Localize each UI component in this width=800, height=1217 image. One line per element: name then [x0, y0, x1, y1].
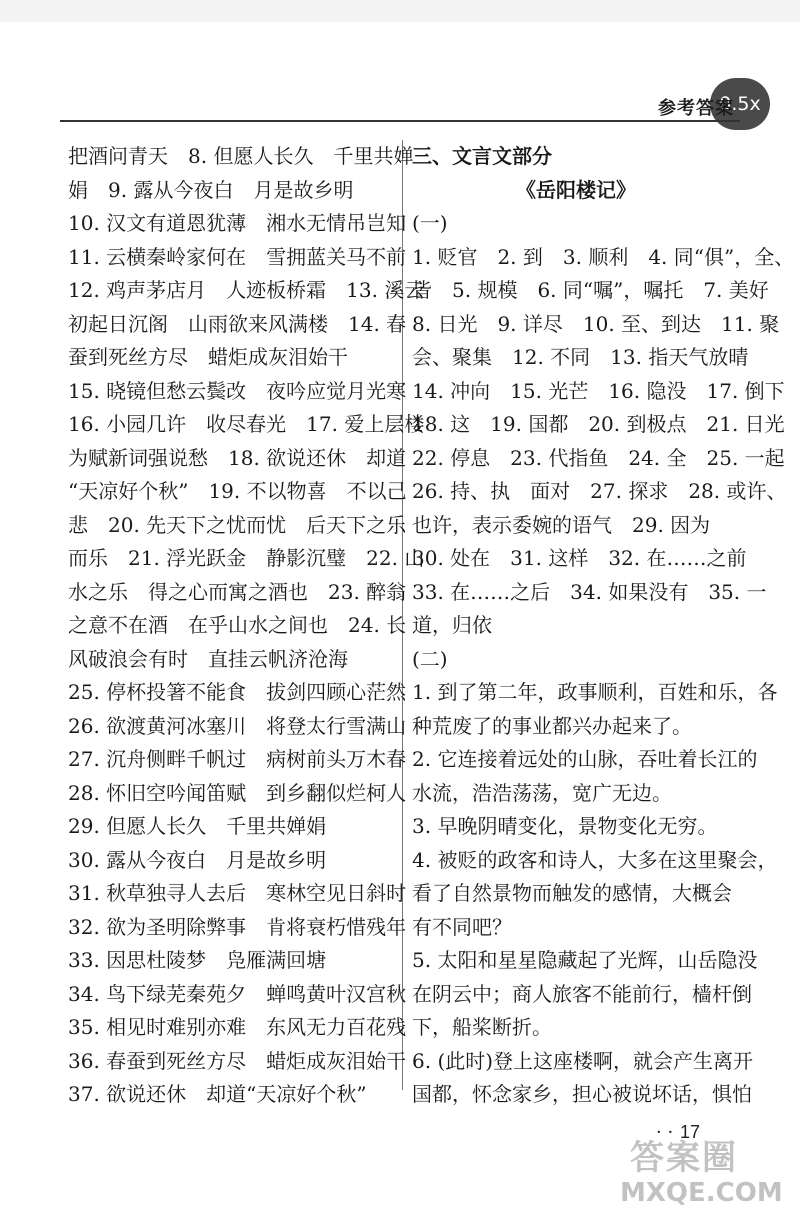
answer-line: 水之乐 得之心而寓之酒也 23. 醉翁 [68, 579, 407, 604]
answer-line: 会、聚集 12. 不同 13. 指天气放晴 [412, 345, 749, 369]
answer-line: 16. 小园几许 收尽春光 17. 爱上层楼 [68, 412, 425, 436]
answer-line: 12. 鸡声茅店月 人迹板桥霜 13. 溪云 [68, 278, 425, 302]
answer-line: 蚕到死丝方尽 蜡炬成灰泪始干 [68, 345, 348, 369]
answer-line: 8. 日光 9. 详尽 10. 至、到达 11. 聚 [412, 311, 780, 336]
left-column [68, 140, 425, 1112]
answer-line: 36. 春蚕到死丝方尽 蜡炬成灰泪始干 [68, 1048, 407, 1073]
answer-line: 18. 这 19. 国都 20. 到极点 21. 日光 [412, 412, 785, 436]
answer-line: 下，船桨断折。 [412, 1015, 552, 1039]
answer-line: 娟 9. 露从今夜白 月是故乡明 [68, 177, 354, 202]
answer-line: 14. 冲向 15. 光芒 16. 隐没 17. 倒下 [412, 378, 785, 403]
answer-line: 2. 它连接着远处的山脉，吞吐着长江的 [412, 747, 758, 771]
answer-line: 悲 20. 先天下之忧而忧 后天下之乐 [68, 512, 407, 537]
article-title: 《岳阳楼记》 [516, 177, 636, 202]
answer-line: 看了自然景物而触发的感情，大概会 [412, 881, 732, 905]
answer-line: 35. 相见时难别亦难 东风无力百花残 [68, 1015, 407, 1039]
right-column [412, 140, 795, 1112]
answer-line: 风破浪会有时 直挂云帆济沧海 [68, 646, 348, 671]
answer-line: 国都，怀念家乡，担心被说坏话，惧怕 [412, 1082, 752, 1106]
answer-line: 1. 贬官 2. 到 3. 顺利 4. 同“俱”，全、 [412, 244, 795, 269]
answer-line: 1. 到了第二年，政事顺利，百姓和乐，各 [412, 680, 778, 704]
answer-line: 22. 停息 23. 代指鱼 24. 全 25. 一起 [412, 445, 785, 470]
answer-line: 26. 欲渡黄河冰塞川 将登太行雪满山 [68, 713, 407, 738]
answer-line: 32. 欲为圣明除弊事 肯将衰朽惜残年 [68, 914, 407, 939]
answer-line: 11. 云横秦岭家何在 雪拥蓝关马不前 [68, 244, 407, 269]
answer-line: 33. 因思杜陵梦 凫雁满回塘 [68, 948, 327, 972]
part-label: (一) [412, 211, 448, 235]
answer-line: 29. 但愿人长久 千里共婵娟 [68, 814, 327, 838]
answer-line: 水流，浩浩荡荡，宽广无边。 [412, 780, 672, 805]
answer-line: “天凉好个秋” 19. 不以物喜 不以己 [68, 479, 407, 503]
answer-line: 6. (此时)登上这座楼啊，就会产生离开 [412, 1048, 754, 1073]
answer-line: 也许，表示委婉的语气 29. 因为 [412, 512, 711, 537]
answer-line: 28. 怀旧空吟闻笛赋 到乡翻似烂柯人 [68, 780, 407, 805]
answer-line: 27. 沉舟侧畔千帆过 病树前头万木春 [68, 747, 407, 771]
answer-line: 道，归依 [412, 613, 492, 637]
answer-line: 30. 露从今夜白 月是故乡明 [68, 847, 327, 872]
watermark-logo: 答案圈 [630, 1138, 738, 1178]
part-label: (二) [412, 646, 448, 671]
answer-line: 10. 汉文有道恩犹薄 湘水无情吊岂知 [68, 211, 407, 235]
answer-line: 种荒废了的事业都兴办起来了。 [412, 713, 692, 738]
header-rule [60, 120, 740, 122]
page-header-title: 参考答案 [658, 98, 734, 119]
section-title: 三、文言文部分 [412, 144, 552, 168]
answer-line: 在阴云中；商人旅客不能前行，樯杆倒 [412, 981, 752, 1006]
watermark-url: MXQE.COM [620, 1178, 783, 1208]
answer-line: 之意不在酒 在乎山水之间也 24. 长 [68, 613, 407, 637]
answer-line: 4. 被贬的政客和诗人，大多在这里聚会， [412, 847, 778, 872]
answer-line: 31. 秋草独寻人去后 寒林空见日斜时 [68, 881, 407, 905]
page-dots: · · [656, 1122, 674, 1143]
answer-line: 34. 鸟下绿芜秦苑夕 蝉鸣黄叶汉宫秋 [68, 981, 407, 1006]
answer-line: 3. 早晚阴晴变化，景物变化无穷。 [412, 814, 718, 838]
answer-line: 为赋新词强说愁 18. 欲说还休 却道 [68, 445, 407, 470]
answer-line: 5. 太阳和星星隐藏起了光辉，山岳隐没 [412, 948, 758, 972]
answer-line: 15. 晓镜但愁云鬓改 夜吟应觉月光寒 [68, 378, 407, 403]
answer-line: 初起日沉阁 山雨欲来风满楼 14. 春 [68, 311, 407, 336]
answer-line: 26. 持、执 面对 27. 探求 28. 或许、 [412, 479, 787, 503]
answer-line: 皆 5. 规模 6. 同“嘱”，嘱托 7. 美好 [412, 278, 769, 302]
page-number: 17 [680, 1122, 701, 1142]
answer-line: 把酒问青天 8. 但愿人长久 千里共婵 [68, 144, 414, 168]
viewer-top-bar [0, 0, 800, 22]
answer-line: 33. 在……之后 34. 如果没有 35. 一 [412, 579, 767, 604]
playback-speed-button[interactable]: 0.5x [710, 78, 770, 130]
answer-line: 30. 处在 31. 这样 32. 在……之前 [412, 546, 747, 570]
answer-line: 25. 停杯投箸不能食 拔剑四顾心茫然 [68, 680, 407, 704]
answer-line: 而乐 21. 浮光跃金 静影沉璧 22. 山 [68, 546, 425, 570]
answer-line: 有不同吧？ [412, 914, 512, 939]
answer-line: 37. 欲说还休 却道“天凉好个秋” [68, 1082, 367, 1106]
